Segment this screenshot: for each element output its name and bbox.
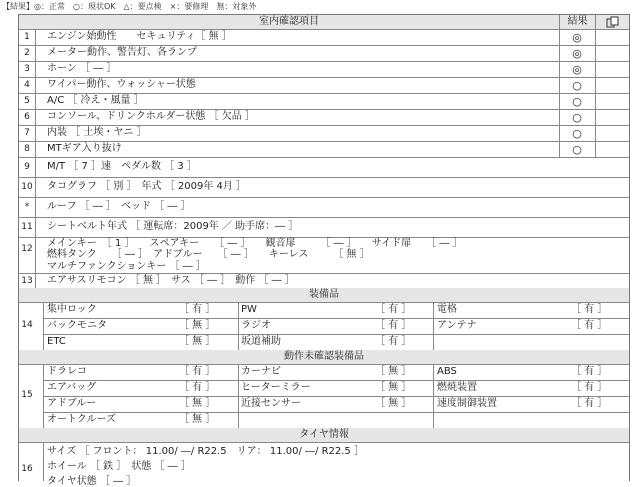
equipment-value: ［ 有 ］ [571, 398, 608, 409]
equipment-name: アンテナ [437, 320, 477, 331]
result-mark: ◎ [572, 31, 582, 44]
equipment-name: 集中ロック [47, 304, 97, 315]
row-number: 12 [21, 244, 33, 254]
equipment-title: 装備品 [309, 289, 339, 300]
equipment-value: ［ 無 ］ [179, 414, 216, 425]
unchecked-title: 動作未確認装備品 [284, 351, 364, 362]
equipment-value: ［ 有 ］ [375, 304, 412, 315]
row-number: * [24, 202, 30, 212]
equipment-value: ［ 有 ］ [179, 382, 216, 393]
info-row-text: タコグラフ ［ 別 ］ 年式 ［ 2009年 4月 ］ [47, 181, 247, 192]
equipment-value: ［ 有 ］ [179, 304, 216, 315]
equipment-value: ［ 有 ］ [571, 304, 608, 315]
equipment-name: エアバッグ [47, 382, 97, 393]
row-number: 6 [24, 112, 30, 122]
equipment-value: ［ 有 ］ [571, 366, 608, 377]
equipment-value: ［ 有 ］ [375, 336, 412, 347]
row-number: 2 [24, 48, 30, 58]
equipment-name: ETC [47, 336, 66, 347]
check-item-text: ホーン ［ ― ］ [47, 63, 117, 74]
sheet-title: 室内確認項目 [259, 16, 319, 27]
equipment-name: 坂道補助 [241, 336, 281, 347]
equipment-value: ［ 有 ］ [571, 382, 608, 393]
row-number: 14 [21, 320, 33, 330]
check-item-text: メーター動作、警告灯、各ランプ [47, 47, 197, 58]
row-number: 9 [24, 162, 30, 172]
result-mark: ○ [572, 79, 582, 92]
row-number: 15 [21, 390, 33, 400]
equipment-value: ［ 有 ］ [571, 320, 608, 331]
result-mark: ◎ [572, 47, 582, 60]
unchecked-header [19, 350, 629, 364]
interior-check-sheet [18, 14, 630, 487]
row-12-line-2: 燃料タンク ［ ― ］ アドブルー ［ ― ］ キーレス ［ 無 ］ [47, 249, 370, 260]
equipment-value: ［ 無 ］ [179, 320, 216, 331]
result-mark: ◎ [572, 63, 582, 76]
equipment-value: ［ 無 ］ [375, 366, 412, 377]
tire-size: サイズ ［ フロント： 11.00/ ―/ R22.5 リア： 11.00/ ―/ R22.5 ］ [47, 446, 364, 457]
result-mark: ○ [572, 95, 582, 108]
equipment-name: カーナビ [241, 366, 281, 377]
equipment-name: 電格 [437, 304, 457, 315]
info-row-text: ルーフ ［ ― ］ ベッド ［ ― ］ [47, 201, 191, 212]
equipment-header [19, 288, 629, 302]
tire-title: タイヤ情報 [299, 429, 349, 440]
row-number: 3 [24, 64, 30, 74]
result-mark: ○ [572, 143, 582, 156]
check-item-text: A/C ［ 冷え・風量 ］ [47, 95, 144, 106]
check-item-text: MTギア入り抜け [47, 143, 122, 154]
equipment-name: 近接センサー [241, 398, 301, 409]
equipment-value: ［ 有 ］ [375, 320, 412, 331]
equipment-name: バックモニタ [47, 320, 107, 331]
equipment-name: ドラレコ [47, 366, 87, 377]
row-number: 5 [24, 96, 30, 106]
tire-header [19, 428, 629, 442]
copy-icon[interactable] [595, 15, 629, 29]
row-number: 1 [24, 32, 30, 42]
equipment-name: アドブルー [47, 398, 97, 409]
equipment-name: ヒーターミラー [241, 382, 311, 393]
row-12-line-1: メインキー ［ 1 ］ スペアキー ［ ― ］ 観音扉 ［ ― ］ サイド扉 ［ ― ］ [47, 238, 463, 249]
equipment-name: 燃焼装置 [437, 382, 477, 393]
equipment-name: PW [241, 304, 257, 315]
equipment-value: ［ 無 ］ [375, 398, 412, 409]
tire-wheel: ホイール ［ 鉄 ］ 状態 ［ ― ］ [47, 461, 191, 472]
row-number: 8 [24, 144, 30, 154]
header-bar [19, 15, 559, 29]
row-13-text: エアサスリモコン ［ 無 ］ サス ［ ― ］ 動作 ［ ― ］ [47, 275, 295, 286]
result-mark: ○ [572, 111, 582, 124]
row-number: 10 [21, 182, 33, 192]
check-item-text: ワイパー動作、ウォッシャー状態 [47, 79, 196, 90]
equipment-value: ［ 無 ］ [179, 336, 216, 347]
info-row-text: シートベルト年式 ［ 運転席：2009年 ／ 助手席：― ］ [47, 221, 299, 232]
row-number: 11 [21, 222, 33, 232]
equipment-value: ［ 無 ］ [179, 398, 216, 409]
result-legend: 【結果】◎：正常 ○：現状OK △：要点検 ×：要修理 無：対象外 [2, 2, 257, 11]
equipment-name: 速度制御装置 [437, 398, 497, 409]
check-item-text: エンジン始動性 セキュリティ［ 無 ］ [47, 31, 232, 42]
equipment-value: ［ 無 ］ [375, 382, 412, 393]
row-12-line-3: マルチファンクションキー ［ ― ］ [47, 261, 206, 272]
result-header: 結果 [559, 15, 595, 29]
check-item-text: コンソール、ドリンクホルダー状態 ［ 欠品 ］ [47, 111, 255, 122]
tire-condition: タイヤ状態 ［ ― ］ [47, 476, 137, 487]
check-item-text: 内装 ［ 土埃・ヤニ ］ [47, 127, 147, 138]
equipment-name: ABS [437, 366, 457, 377]
row-number: 7 [24, 128, 30, 138]
row-number: 16 [21, 464, 33, 474]
result-mark: ○ [572, 127, 582, 140]
equipment-name: ラジオ [241, 320, 271, 331]
row-number: 13 [21, 276, 33, 286]
equipment-name: オートクルーズ [47, 414, 116, 425]
info-row-text: M/T ［ 7 ］速 ペダル数 ［ 3 ］ [47, 161, 197, 172]
row-number: 4 [24, 80, 30, 90]
equipment-value: ［ 有 ］ [179, 366, 216, 377]
